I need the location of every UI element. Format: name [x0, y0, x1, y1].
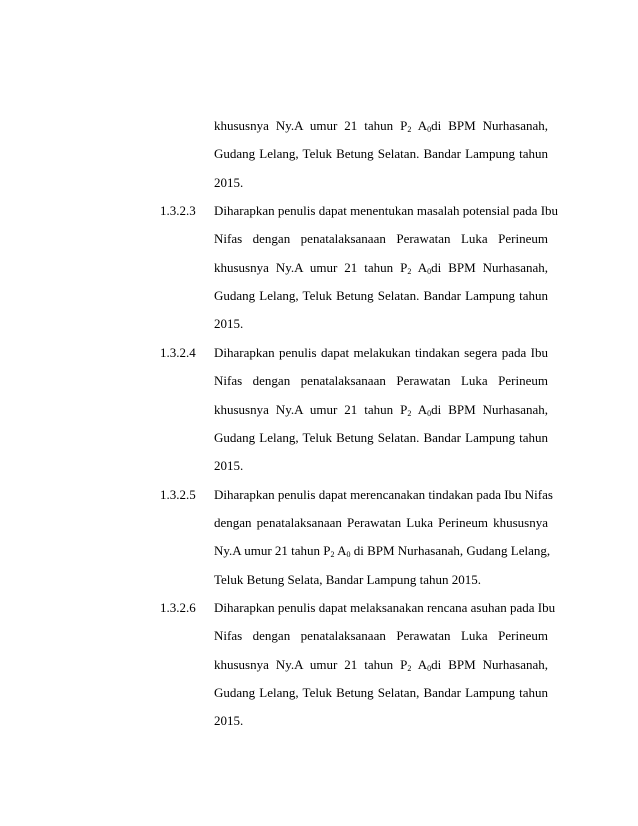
text-span: 2015. [214, 316, 244, 331]
text-span: 2015. [214, 458, 244, 473]
text-line [214, 515, 548, 531]
subscript: 2 [407, 664, 412, 673]
section-number: 1.3.2.5 [160, 487, 196, 502]
text-span: di BPM Nurhasanah, [431, 657, 548, 672]
text-span: di BPM Nurhasanah, [431, 402, 548, 417]
text-span: A [334, 543, 347, 558]
text-span: Nifas dengan penatalaksanaan Perawatan Luka Perineum [214, 373, 548, 388]
subscript: 0 [346, 550, 351, 559]
text-span: 2015. [214, 175, 244, 190]
text-span: A [411, 118, 428, 133]
text-span: Diharapkan penulis dapat melakukan tindakan segera pada Ibu [214, 345, 548, 360]
subscript: 2 [407, 409, 412, 418]
section-number: 1.3.2.4 [160, 345, 196, 360]
text-span: Diharapkan penulis dapat melaksanakan rencana asuhan pada Ibu [214, 600, 556, 615]
subscript: 0 [427, 664, 432, 673]
text-line [214, 487, 553, 503]
text-line [214, 345, 548, 361]
text-line [214, 118, 548, 134]
text-span: Gudang Lelang, Teluk Betung Selatan. Bandar Lampung tahun [214, 430, 548, 445]
text-line [214, 430, 548, 446]
text-span: khususnya Ny.A umur 21 tahun P [214, 260, 408, 275]
text-span: khususnya Ny.A umur 21 tahun P [214, 402, 408, 417]
text-span: A [411, 260, 428, 275]
text-line [214, 146, 548, 162]
text-span: Teluk Betung Selata, Bandar Lampung tahun 2015. [214, 572, 481, 587]
text-line [214, 600, 556, 616]
text-line [214, 260, 548, 276]
text-line [214, 685, 548, 701]
text-span: Nifas dengan penatalaksanaan Perawatan Luka Perineum [214, 628, 548, 643]
subscript: 2 [407, 267, 412, 276]
text-span: khususnya Ny.A umur 21 tahun P [214, 657, 408, 672]
text-span: di BPM Nurhasanah, Gudang Lelang, [350, 543, 551, 558]
text-span: khususnya Ny.A umur 21 tahun P [214, 118, 408, 133]
text-line [214, 231, 548, 247]
text-line [214, 543, 551, 559]
text-span: 2015. [214, 713, 244, 728]
subscript: 0 [427, 125, 432, 134]
subscript: 2 [330, 550, 335, 559]
text-line [214, 288, 548, 304]
text-line [214, 373, 548, 389]
subscript: 2 [407, 125, 412, 134]
text-span: di BPM Nurhasanah, [431, 118, 548, 133]
text-line [214, 203, 559, 219]
text-line [214, 458, 548, 474]
text-span: Diharapkan penulis dapat merencanakan tindakan pada Ibu Nifas [214, 487, 553, 502]
text-span: Nifas dengan penatalaksanaan Perawatan Luka Perineum [214, 231, 548, 246]
text-span: Gudang Lelang, Teluk Betung Selatan, Bandar Lampung tahun [214, 685, 548, 700]
text-span: A [411, 657, 428, 672]
text-span: Gudang Lelang, Teluk Betung Selatan. Bandar Lampung tahun [214, 146, 548, 161]
section-number: 1.3.2.6 [160, 600, 196, 615]
text-line [214, 316, 548, 332]
subscript: 0 [427, 267, 432, 276]
text-span: Gudang Lelang, Teluk Betung Selatan. Bandar Lampung tahun [214, 288, 548, 303]
text-span: di BPM Nurhasanah, [431, 260, 548, 275]
text-line [214, 628, 548, 644]
text-line [214, 175, 548, 191]
text-span: A [411, 402, 428, 417]
text-line [214, 713, 548, 729]
text-span: Diharapkan penulis dapat menentukan masalah potensial pada Ibu [214, 203, 559, 218]
text-line [214, 402, 548, 418]
text-span: Ny.A umur 21 tahun P [214, 543, 331, 558]
text-line [214, 572, 548, 588]
section-number: 1.3.2.3 [160, 203, 196, 218]
text-span: dengan penatalaksanaan Perawatan Luka Perineum khususnya [214, 515, 548, 530]
subscript: 0 [427, 409, 432, 418]
text-line [214, 657, 548, 673]
